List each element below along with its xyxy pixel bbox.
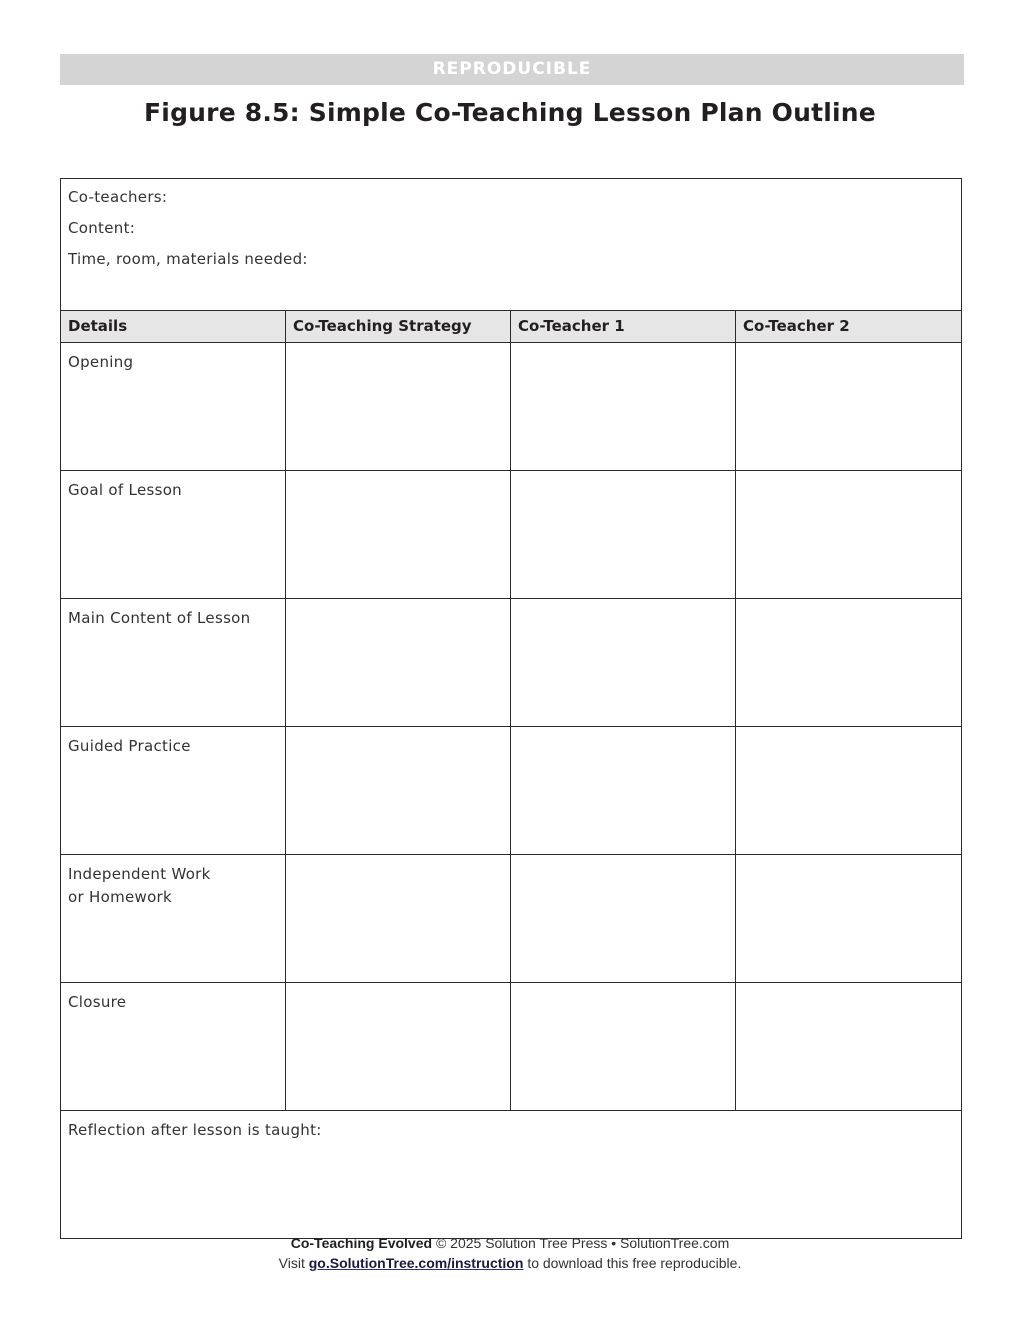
header-coteaching-strategy: Co-Teaching Strategy xyxy=(286,311,511,343)
table-row xyxy=(61,983,962,1111)
strategy-cell[interactable] xyxy=(286,343,511,471)
coteacher-2-cell[interactable] xyxy=(736,343,962,471)
visit-text: Visit xyxy=(278,1255,305,1271)
header-details: Details xyxy=(61,311,286,343)
header-coteacher-1: Co-Teacher 1 xyxy=(511,311,736,343)
strategy-cell[interactable] xyxy=(286,983,511,1111)
coteacher-1-cell[interactable] xyxy=(511,983,736,1111)
table-row xyxy=(61,727,962,855)
coteacher-1-cell[interactable] xyxy=(511,599,736,727)
content-label: Content: xyxy=(68,219,136,237)
reflection-label: Reflection after lesson is taught: xyxy=(68,1121,322,1139)
row-label-independent-work: Independent Work or Homework xyxy=(61,855,286,983)
table-row xyxy=(61,343,962,471)
footer-copyright-line xyxy=(0,1233,1020,1253)
page-footer xyxy=(0,1233,1020,1273)
row-label-goal-of-lesson: Goal of Lesson xyxy=(61,471,286,599)
strategy-cell[interactable] xyxy=(286,599,511,727)
row-label-guided-practice: Guided Practice xyxy=(61,727,286,855)
header-coteacher-2: Co-Teacher 2 xyxy=(736,311,962,343)
coteacher-2-cell[interactable] xyxy=(736,599,962,727)
reflection-row xyxy=(61,1111,962,1239)
row-label-opening: Opening xyxy=(61,343,286,471)
strategy-cell[interactable] xyxy=(286,727,511,855)
coteacher-1-cell[interactable] xyxy=(511,343,736,471)
table-row xyxy=(61,599,962,727)
table-header-row xyxy=(61,311,962,343)
row-label-closure: Closure xyxy=(61,983,286,1111)
strategy-cell[interactable] xyxy=(286,471,511,599)
info-row xyxy=(61,179,962,311)
info-cell[interactable] xyxy=(61,179,962,311)
coteacher-1-cell[interactable] xyxy=(511,471,736,599)
download-link[interactable]: go.SolutionTree.com/instruction xyxy=(308,1255,524,1271)
time-room-materials-label: Time, room, materials needed: xyxy=(68,250,308,268)
page-title: Figure 8.5: Simple Co-Teaching Lesson Plan Outline xyxy=(144,98,876,127)
table-row xyxy=(61,855,962,983)
lesson-plan-table xyxy=(60,178,962,1239)
download-text: to download this free reproducible. xyxy=(527,1255,742,1271)
coteacher-1-cell[interactable] xyxy=(511,855,736,983)
book-title: Co-Teaching Evolved xyxy=(290,1235,433,1251)
coteachers-label: Co-teachers: xyxy=(68,188,168,206)
reproducible-banner: REPRODUCIBLE xyxy=(60,54,964,85)
copyright-text: © 2025 Solution Tree Press • SolutionTree.com xyxy=(435,1235,730,1251)
coteacher-2-cell[interactable] xyxy=(736,471,962,599)
reflection-cell[interactable] xyxy=(61,1111,962,1239)
coteacher-2-cell[interactable] xyxy=(736,727,962,855)
coteacher-2-cell[interactable] xyxy=(736,983,962,1111)
footer-visit-line xyxy=(0,1253,1020,1273)
row-label-main-content: Main Content of Lesson xyxy=(61,599,286,727)
strategy-cell[interactable] xyxy=(286,855,511,983)
coteacher-1-cell[interactable] xyxy=(511,727,736,855)
coteacher-2-cell[interactable] xyxy=(736,855,962,983)
table-row xyxy=(61,471,962,599)
